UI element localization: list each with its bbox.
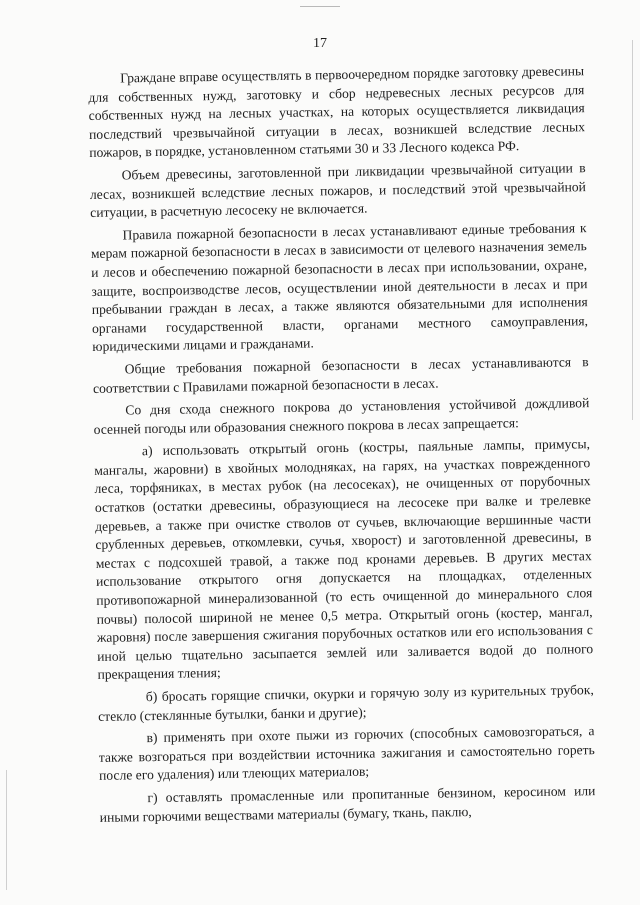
- list-item-b: б) бросать горящие спички, окурки и горячую золу из курительных трубок, стекло (стеклянные бутылки, банки и другие);: [98, 682, 594, 724]
- paragraph-fire-safety-rules: Правила пожарной безопасности в лесах устанавливают единые требования к мерам пожарной безопасности в лесах в зависимости от целевого назначения земель и лесов и обеспечению пожарной безопасности в лесах при использовании, охране, защите, воспроизводстве лесов, осуществлении иной деятельности в лесах и при пребывании граждан в лесах, а также являются обязательными для исполнения органами государственной власти, органами местного самоуправления, юридическими лицами и гражданами.: [90, 219, 589, 355]
- scan-artifact-right-edge: [632, 40, 633, 420]
- scan-artifact-left-edge: [6, 770, 7, 890]
- document-body: [88, 62, 596, 831]
- list-item-a: а) использовать открытый огонь (костры, паяльные лампы, примусы, мангалы, жаровни) в хвойных молодняках, на гарях, на участках поврежденного леса, торфяниках, в местах рубок (на лесосеках), не очищенных от порубочных остатков (остатки древесины, образующиеся на лесосеке при валке и трелевке деревьев, а также при очистке стволов от сучьев, включающие вершинные части срубленных деревьев, откомлевки, сучья, хворост) и заготовленной древесины, в местах с подсохшей травой, а также под кронами деревьев. В других местах использование открытого огня допускается на площадках, отделенных противопожарной минерализованной (то есть очищенной до минерального слоя почвы) полосой шириной не менее 0,5 метра. Открытый огонь (костер, мангал, жаровня) после завершения сжигания порубочных остатков или его использования с иной целью тщательно засыпается землей или заливается водой до полного прекращения тления;: [94, 436, 594, 683]
- list-item-d: г) оставлять промасленные или пропитанные бензином, керосином или иными горючими веществами материалы (бумагу, ткань, паклю,: [99, 783, 596, 825]
- list-item-c: в) применять при охоте пыжи из горючих (способных самовозгораться, а также возгораться при воздействии источника зажигания и самостоятельно гореть после его удаления) или тлеющих материалов;: [98, 723, 595, 784]
- paragraph-general-requirements: Общие требования пожарной безопасности в лесах устанавливаются в соответствии с Правилами пожарной безопасности в лесах.: [92, 354, 589, 396]
- paragraph-citizens-rights: Граждане вправе осуществлять в первоочередном порядке заготовку древесины для собственных нужд, заготовку и сбор недревесных лесных ресурсов для собственных нужд на лесных участках, на которых осуществляется ликвидация последствий чрезвычайной ситуации в лесах, возникшей вследствие лесных пожаров, в порядке, установленном статьями 30 и 33 Лесного кодекса РФ.: [88, 63, 586, 161]
- paragraph-prohibitions-intro: Со дня схода снежного покрова до установления устойчивой дождливой осенней погоды или образования снежного покрова в лесах запрещается:: [93, 395, 590, 437]
- paragraph-timber-volume: Объем древесины, заготовленной при ликвидации чрезвычайной ситуации в лесах, возникшей вследствие лесных пожаров, и последствий этой чрезвычайной ситуации, в расчетную лесосеку не включается.: [89, 160, 587, 221]
- page-number: 17: [313, 36, 327, 51]
- scan-artifact-top: [300, 6, 340, 7]
